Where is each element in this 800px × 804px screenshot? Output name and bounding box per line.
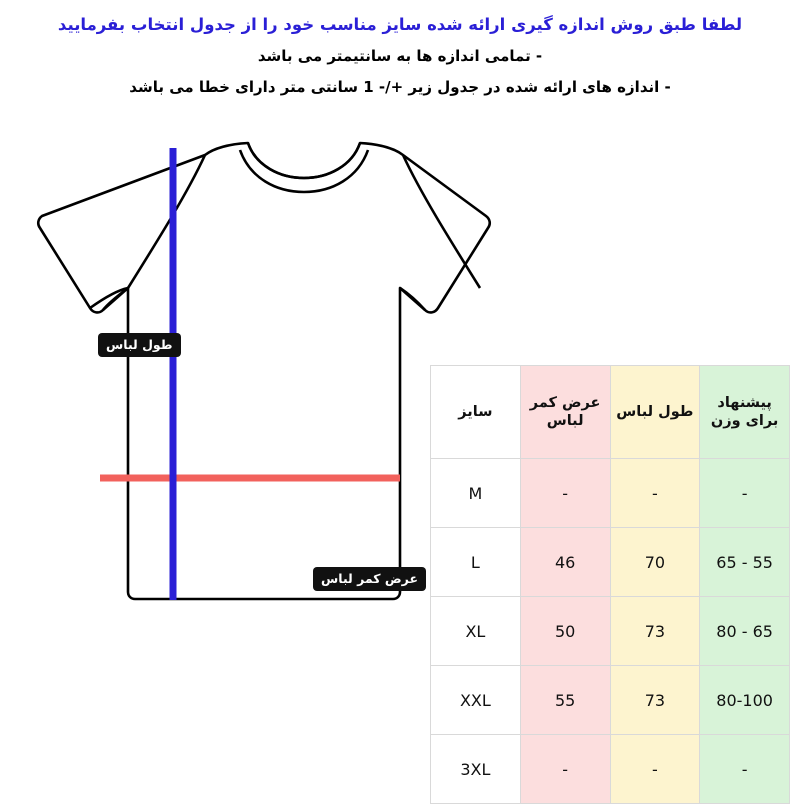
table-row bbox=[431, 735, 790, 804]
cell-length: 70 bbox=[610, 528, 700, 597]
instruction-main: لطفا طبق روش اندازه گیری ارائه شده سایز مناسب خود را از جدول انتخاب بفرمایید bbox=[57, 15, 743, 34]
cell-length: 73 bbox=[610, 666, 700, 735]
cell-waist: 46 bbox=[520, 528, 610, 597]
cell-length: - bbox=[610, 459, 700, 528]
cell-length: 73 bbox=[610, 597, 700, 666]
header-weight: پیشنهاد برای وزن bbox=[700, 366, 790, 459]
cell-size: 3XL bbox=[431, 735, 521, 804]
instruction-tolerance: - اندازه های ارائه شده در جدول زیر +/- 1 سانتی متر دارای خطا می باشد bbox=[129, 77, 671, 96]
table-header-row bbox=[431, 366, 790, 459]
length-label-tag: طول لباس bbox=[98, 333, 181, 357]
table-row bbox=[431, 459, 790, 528]
instruction-unit: - تمامی اندازه ها به سانتیمتر می باشد bbox=[257, 47, 543, 66]
cell-waist: - bbox=[520, 735, 610, 804]
cell-waist: 55 bbox=[520, 666, 610, 735]
cell-size: XL bbox=[431, 597, 521, 666]
table-row bbox=[431, 597, 790, 666]
cell-waist: 50 bbox=[520, 597, 610, 666]
cell-length: - bbox=[610, 735, 700, 804]
cell-size: L bbox=[431, 528, 521, 597]
header-waist: عرض کمر لباس bbox=[520, 366, 610, 459]
cell-weight: - bbox=[700, 735, 790, 804]
waist-label-tag: عرض کمر لباس bbox=[313, 567, 426, 591]
header-length: طول لباس bbox=[610, 366, 700, 459]
cell-weight: 80-100 bbox=[700, 666, 790, 735]
table-row bbox=[431, 528, 790, 597]
cell-waist: - bbox=[520, 459, 610, 528]
table-row bbox=[431, 666, 790, 735]
size-table-wrapper bbox=[430, 365, 790, 804]
cell-size: XXL bbox=[431, 666, 521, 735]
size-table bbox=[430, 365, 790, 804]
header-size: سایز bbox=[431, 366, 521, 459]
cell-weight: 65 - 80 bbox=[700, 597, 790, 666]
instructions-block bbox=[0, 14, 800, 97]
cell-weight: - bbox=[700, 459, 790, 528]
cell-size: M bbox=[431, 459, 521, 528]
cell-weight: 55 - 65 bbox=[700, 528, 790, 597]
